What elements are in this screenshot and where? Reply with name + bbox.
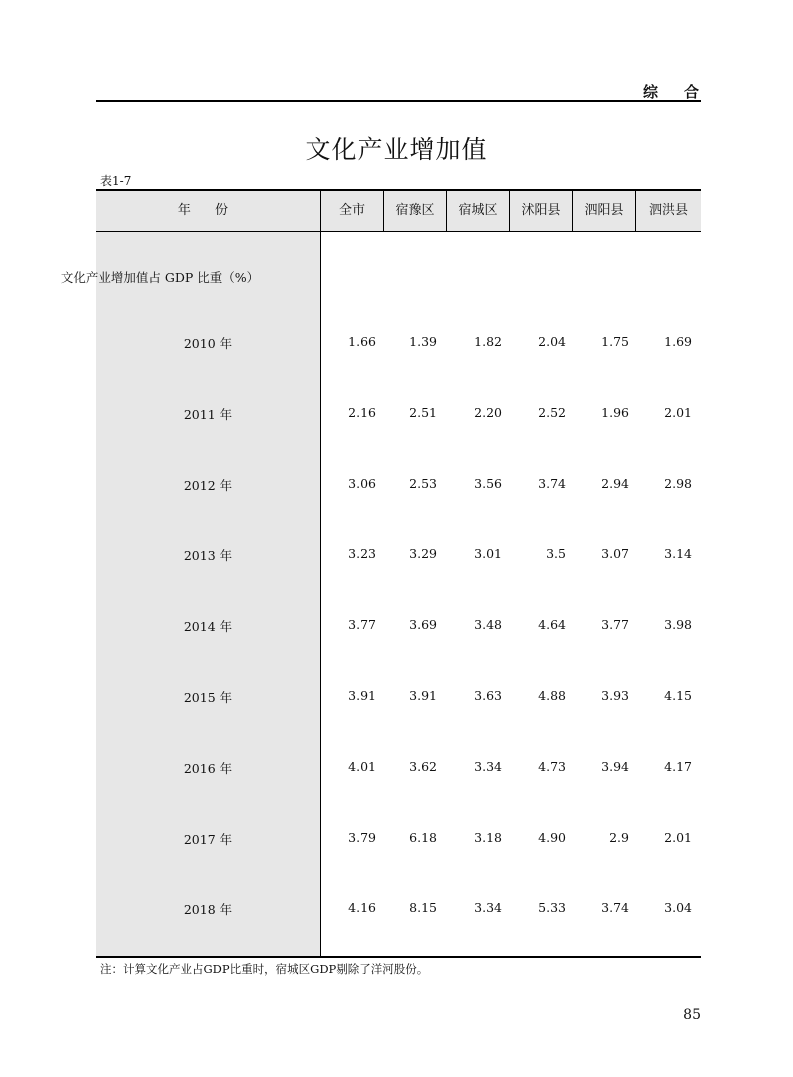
table-cell: 2.94 [601, 476, 629, 491]
table-cell: 1.75 [601, 334, 629, 349]
row-year-label: 2012 年 [183, 478, 233, 493]
table-cell: 2.52 [538, 405, 566, 420]
table-cell: 4.88 [538, 688, 566, 703]
header-suyu: 宿豫区 [384, 191, 447, 231]
table-cell: 3.48 [474, 617, 502, 632]
table-cell: 3.23 [348, 546, 376, 561]
table-cell: 3.91 [409, 688, 437, 703]
header-sucheng: 宿城区 [447, 191, 510, 231]
table-cell: 3.74 [538, 476, 566, 491]
row-year-label: 2010 年 [183, 336, 233, 351]
table-cell: 3.62 [409, 759, 437, 774]
table-cell: 3.74 [601, 900, 629, 915]
table-cell: 2.01 [664, 830, 692, 845]
table-cell: 1.66 [348, 334, 376, 349]
table-cell: 3.04 [664, 900, 692, 915]
table-cell: 2.20 [474, 405, 502, 420]
table-cell: 2.16 [348, 405, 376, 420]
table-cell: 6.18 [409, 830, 437, 845]
table-cell: 4.16 [348, 900, 376, 915]
table-cell: 3.29 [409, 546, 437, 561]
table-cell: 2.53 [409, 476, 437, 491]
table-cell: 3.98 [664, 617, 692, 632]
header-shuyang: 沭阳县 [510, 191, 573, 231]
table-cell: 1.39 [409, 334, 437, 349]
table-cell: 3.63 [474, 688, 502, 703]
table-cell: 3.77 [601, 617, 629, 632]
row-year-label: 2016 年 [183, 761, 233, 776]
row-year-label: 2014 年 [183, 619, 233, 634]
table-cell: 2.51 [409, 405, 437, 420]
table-cell: 3.01 [474, 546, 502, 561]
table-cell: 3.69 [409, 617, 437, 632]
section-label: 综合 [642, 83, 725, 101]
table-cell: 3.5 [546, 546, 566, 561]
table-cell: 2.04 [538, 334, 566, 349]
category-label: 文化产业增加值占 GDP 比重（%） [60, 270, 260, 285]
table-cell: 1.69 [664, 334, 692, 349]
table-cell: 2.01 [664, 405, 692, 420]
row-year-label: 2011 年 [183, 407, 233, 422]
table-cell: 3.56 [474, 476, 502, 491]
table-cell: 3.77 [348, 617, 376, 632]
table-cell: 3.79 [348, 830, 376, 845]
page-number: 85 [683, 1007, 701, 1023]
table-number: 表1-7 [100, 174, 132, 188]
row-year-label: 2018 年 [183, 902, 233, 917]
table-cell: 1.82 [474, 334, 502, 349]
table-cell: 4.15 [664, 688, 692, 703]
page-title: 文化产业增加值 [305, 135, 488, 164]
table-cell: 5.33 [538, 900, 566, 915]
section-header [96, 80, 725, 102]
table-cell: 8.15 [409, 900, 437, 915]
table-cell: 3.34 [474, 900, 502, 915]
table-cell: 3.06 [348, 476, 376, 491]
header-city: 全市 [321, 191, 384, 231]
table-cell: 4.01 [348, 759, 376, 774]
footnote: 注：计算文化产业占GDP比重时，宿城区GDP剔除了洋河股份。 [100, 962, 429, 976]
table-header-row [96, 191, 701, 232]
table-cell: 3.94 [601, 759, 629, 774]
table-cell: 3.91 [348, 688, 376, 703]
table-cell: 3.07 [601, 546, 629, 561]
table-cell: 3.93 [601, 688, 629, 703]
table-cell: 2.9 [609, 830, 629, 845]
table-cell: 3.14 [664, 546, 692, 561]
table-cell: 1.96 [601, 405, 629, 420]
row-year-label: 2015 年 [183, 690, 233, 705]
table-cell: 3.34 [474, 759, 502, 774]
header-year: 年 份 [96, 191, 321, 231]
row-year-label: 2013 年 [183, 548, 233, 563]
table-cell: 4.17 [664, 759, 692, 774]
table-cell: 3.18 [474, 830, 502, 845]
header-sihong: 泗洪县 [636, 191, 701, 231]
table-cell: 4.64 [538, 617, 566, 632]
table-cell: 4.73 [538, 759, 566, 774]
header-siyang: 泗阳县 [573, 191, 636, 231]
table-cell: 4.90 [538, 830, 566, 845]
table-cell: 2.98 [664, 476, 692, 491]
row-year-label: 2017 年 [183, 832, 233, 847]
